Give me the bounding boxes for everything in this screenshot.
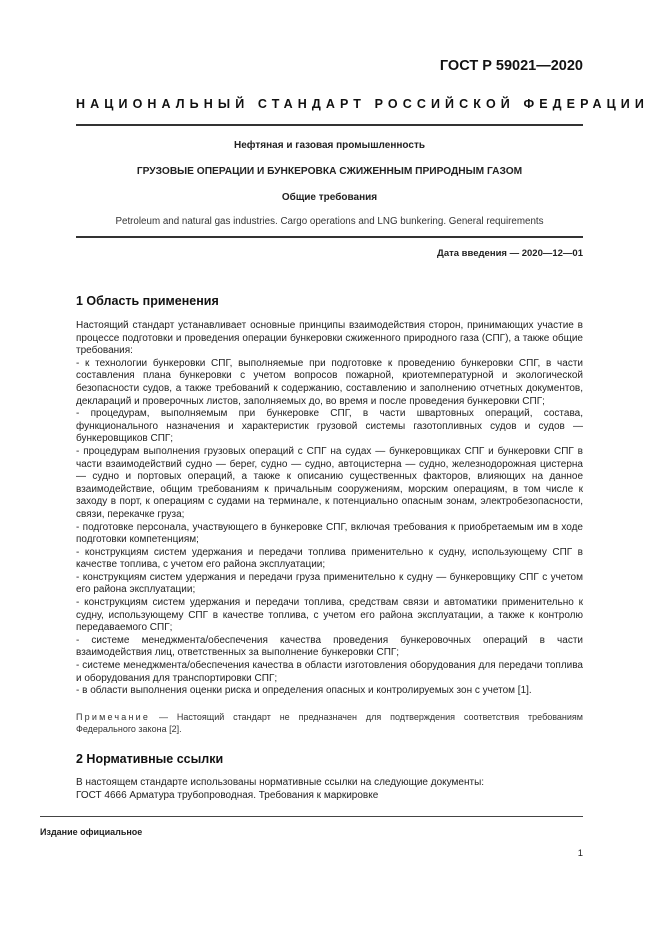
list-item: - конструкциям систем удержания и передачи груза применительно к судну — бункеровщику СПГ с учетом его района эксплуатации; — [76, 571, 583, 596]
section-1-body — [76, 320, 583, 698]
list-item: - подготовке персонала, участвующего в бункеровке СПГ, включая требования к приобретаемым им в ходе подготовки компетенциям; — [76, 521, 583, 546]
list-item: - системе менеджмента/обеспечения качества проведения бункеровочных операций в части взаимодействия лиц, ответственных за выполнение бункеровки СПГ; — [76, 634, 583, 659]
footer-rule — [40, 816, 583, 817]
list-item: - конструкциям систем удержания и передачи топлива применительно к судну, использующему СПГ в качестве топлива, с учетом его района эксплуатации; — [76, 546, 583, 571]
industry-line: Нефтяная и газовая промышленность — [234, 140, 425, 151]
title-rule — [76, 236, 583, 238]
header-rule — [76, 124, 583, 126]
section-1-heading: 1 Область применения — [76, 294, 219, 308]
document-title: ГРУЗОВЫЕ ОПЕРАЦИИ И БУНКЕРОВКА СЖИЖЕННЫМ ПРИРОДНЫМ ГАЗОМ — [136, 166, 523, 177]
list-item: - конструкциям систем удержания и передачи топлива, средствам связи и автоматики применительно к судну, использующему СПГ в качестве топлива, с учетом его района эксплуатации, а также к контролю передаваемого СПГ; — [76, 597, 583, 634]
introduction-date: Дата введения — 2020—12—01 — [437, 248, 583, 259]
section-2-body — [76, 776, 583, 802]
note-text: — Настоящий стандарт не предназначен для подтверждения соответствия требованиям Федерального закона [2]. — [76, 712, 583, 734]
list-item: - процедурам выполнения грузовых операций с СПГ на судах — бункеровщиках СПГ и бункеровки СПГ в части взаимодействий судно — берег, судно — судно, автоцистерна — судно, железнодорожная цистерна — судно и портовых операций, а также к описанию существенных факторов, влияющих на данное взаимодействие, общим требованиям к причальным сооружениям, морским операциям, в том числе к заходу в порт, к операциям с судами на терминале, к потенциально опасным зонам, электробезопасности, связи, перекачке груза; — [76, 445, 583, 520]
page-number: 1 — [577, 848, 583, 859]
list-item: - к технологии бункеровки СПГ, выполняемые при подготовке к проведению бункеровки СПГ, в части составления плана бункеровки с учетом вопросов пожарной, криотемпературной и экологической безопасности судов, а также требований к содержанию, составлению и заполнению отчетных документов, деклараций и проверочных листов, заполняемых до, во время и после проведения бункеровки СПГ; — [76, 357, 583, 407]
list-item: - процедурам, выполняемым при бункеровке СПГ, в части швартовных операций, состава, функционального назначения и характеристик грузовой системы газотопливных судов и судов — бункеровщиков СПГ; — [76, 408, 583, 445]
paragraph: Настоящий стандарт устанавливает основные принципы взаимодействия сторон, принимающих участие в процессе подготовки и проведения операции бункеровки сжиженного природного газа (СПГ), а также общие требования: — [76, 320, 583, 357]
section-1-note — [76, 712, 583, 735]
english-title: Petroleum and natural gas industries. Cargo operations and LNG bunkering. General requirements — [115, 216, 544, 227]
list-item: - системе менеджмента/обеспечения качества в области изготовления оборудования для передачи топлива и оборудования для транспортировки СПГ; — [76, 660, 583, 684]
reference-item: ГОСТ 4666 Арматура трубопроводная. Требования к маркировке — [76, 790, 379, 801]
paragraph: В настоящем стандарте использованы нормативные ссылки на следующие документы: — [76, 777, 485, 788]
gost-number: ГОСТ Р 59021—2020 — [439, 58, 583, 74]
edition-label: Издание официальное — [40, 827, 143, 837]
document-subtitle: Общие требования — [281, 192, 378, 203]
national-standard-heading: НАЦИОНАЛЬНЫЙ СТАНДАРТ РОССИЙСКОЙ ФЕДЕРАЦИИ — [76, 97, 649, 111]
list-item: - в области выполнения оценки риска и определения опасных и контролируемых зон с учетом [1]. — [76, 685, 532, 697]
section-2-heading: 2 Нормативные ссылки — [76, 752, 224, 766]
note-label: Примечание — [76, 712, 151, 722]
